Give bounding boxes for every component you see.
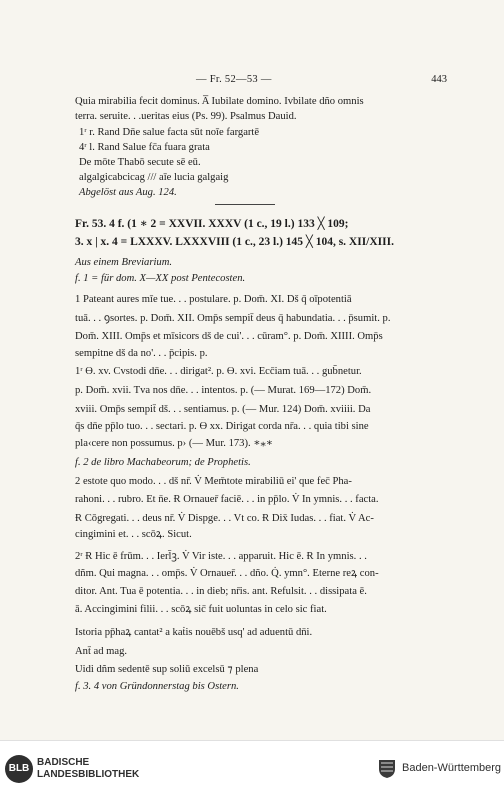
text-line: p. Dom̄. xvii. Tva nos dn̄e. . . intentos. p. (— Murat. 169—172) Dom̄. bbox=[75, 385, 372, 396]
text-line: rahoni. . . rubro. Et n̄e. Ɍ Ornauer̄ faciē. . . in pp̄lo. V̇ In ymnis. . . facta. bbox=[75, 494, 379, 505]
text-line: sempitne dš da no'. . . p̄cipis. p. bbox=[75, 348, 208, 359]
baden-wuerttemberg-crest-icon[interactable] bbox=[378, 759, 396, 779]
fragment-heading: Fr. 53. 4 f. (1 ∗ 2 = XXVII. XXXV (1 c., 19 l.) 133 ╳ 109; bbox=[75, 218, 349, 230]
text-line: ditor. Ant. Tua ē potentia. . . in dieb; nr̄is. ant. Refulsit. . . dissipata ē. bbox=[75, 586, 367, 597]
text-line: f. 3. 4 von Gründonnerstag bis Ostern. bbox=[75, 681, 239, 692]
text-line: 2ʳ Ɍ Hic ē frūm. . . Ierl̄ꝫ. V̇ Vir iste. . . apparuit. Hic ē. Ɍ In ymnis. . . bbox=[75, 551, 367, 562]
page-header bbox=[0, 74, 504, 88]
library-name-line1: BADISCHE bbox=[37, 757, 90, 768]
text-line: 4ʳ l. Rand Salue fc̄a fuara grata bbox=[79, 142, 210, 153]
text-line: ā. Accingimini filii. . . scōꝝ sic̄ fuit uoluntas in celo sic fiat. bbox=[75, 604, 327, 615]
text-line: Istoria pp̄haꝝ cantat² a kaṫis nouēbš usq' ad aduentū dn̄i. bbox=[75, 627, 313, 638]
text-line: 1ʳ ϴ. xv. Cvstodi dn̄e. . . dirigat². p. ϴ. xvi. Ecc̄iam tuā. . . gub̄netur. bbox=[75, 366, 362, 377]
text-line: 2 estote quo modo. . . dš nr̄. V̇ Mem̄tote mirabiliū ei' que fec̄ Pha- bbox=[75, 476, 352, 487]
text-line: terra. seruite. . .ueritas eius (Ps. 99). Psalmus Dauid. bbox=[75, 111, 297, 122]
separator-rule bbox=[215, 204, 275, 205]
text-line: pla‹cere non possumus. p› (— Mur. 173). ∗⁎∗ bbox=[75, 438, 273, 449]
text-line: algalgicabcicag /// aīe lucia galgaig bbox=[79, 172, 229, 183]
fragment-heading: 3. x | x. 4 = LXXXV. LXXXVIII (1 c., 23 l.) 145 ╳ 104, s. XII/XIII. bbox=[75, 236, 394, 248]
text-line: f. 2 de libro Machabeorum; de Prophetis. bbox=[75, 457, 251, 468]
text-line: Aus einem Breviarium. bbox=[75, 257, 172, 268]
text-line: dñm. Qui magna. . . omp̄s. V̇ Ornauer̄. . . dño. Q̇. ymn°. Eterne reꝝ con- bbox=[75, 568, 379, 579]
text-line: f. 1 = für dom. X—XX post Pentecosten. bbox=[75, 273, 246, 284]
text-line: Ant̄ ad mag. bbox=[75, 646, 128, 657]
text-line: Quia mirabilia fecit dominus. A̅ Iubilate domino. Ivbilate dño omnis bbox=[75, 96, 364, 107]
text-line: Abgelöst aus Aug. 124. bbox=[79, 187, 177, 198]
text-line: tuā. . . ꝯsortes. p. Dom̄. XII. Omp̄s sempit̄ deus q̄ habundatia. . . p̄sumit. p. bbox=[75, 313, 391, 324]
text-line: De mōte Thabō secute sē eū. bbox=[79, 157, 201, 168]
library-name[interactable] bbox=[37, 757, 139, 781]
page-number: 443 bbox=[431, 74, 447, 85]
state-name[interactable]: Baden-Württemberg bbox=[402, 762, 502, 774]
running-head: — Fr. 52—53 — bbox=[196, 74, 272, 85]
blb-logo[interactable]: BLB bbox=[5, 755, 33, 783]
text-line: cingimini et. . . scōꝝ. Sicut. bbox=[75, 529, 192, 540]
text-line: q̄s dn̄e pp̄lo tuo. . . sectari. p. ϴ xx. Dirigat corda nr̄a. . . quia tibi sine bbox=[75, 421, 369, 432]
text-line: 1 Pateant aures mīe tue. . . postulare. p. Dom̄. XI. Dš q̄ oīpotentiā bbox=[75, 294, 352, 305]
text-line: Uidi dñm sedentē sup soliū excelsū ⁊ plena bbox=[75, 664, 259, 675]
library-footer bbox=[0, 740, 504, 796]
text-line: xviii. Omp̄s sempit̄ dš. . . sentiamus. p. (— Mur. 124) Dom̄. xviiii. Da bbox=[75, 404, 371, 415]
library-name-line2: LANDESBIBLIOTHEK bbox=[37, 769, 140, 780]
text-line: Ɍ Cōgregati. . . deus nr̄. V̇ Dispge. . . Vt co. Ɍ Dix̄ Iudas. . . fiat. V̇ Ac- bbox=[75, 513, 374, 524]
text-line: Dom̄. XIII. Omp̄s et mīsicors dš de cui'. . . cūram°. p. Dom̄. XIIII. Omp̄s bbox=[75, 331, 383, 342]
text-line: 1ʳ r. Rand Dn̄e salue facta sūt noīe fargartē bbox=[79, 127, 260, 138]
